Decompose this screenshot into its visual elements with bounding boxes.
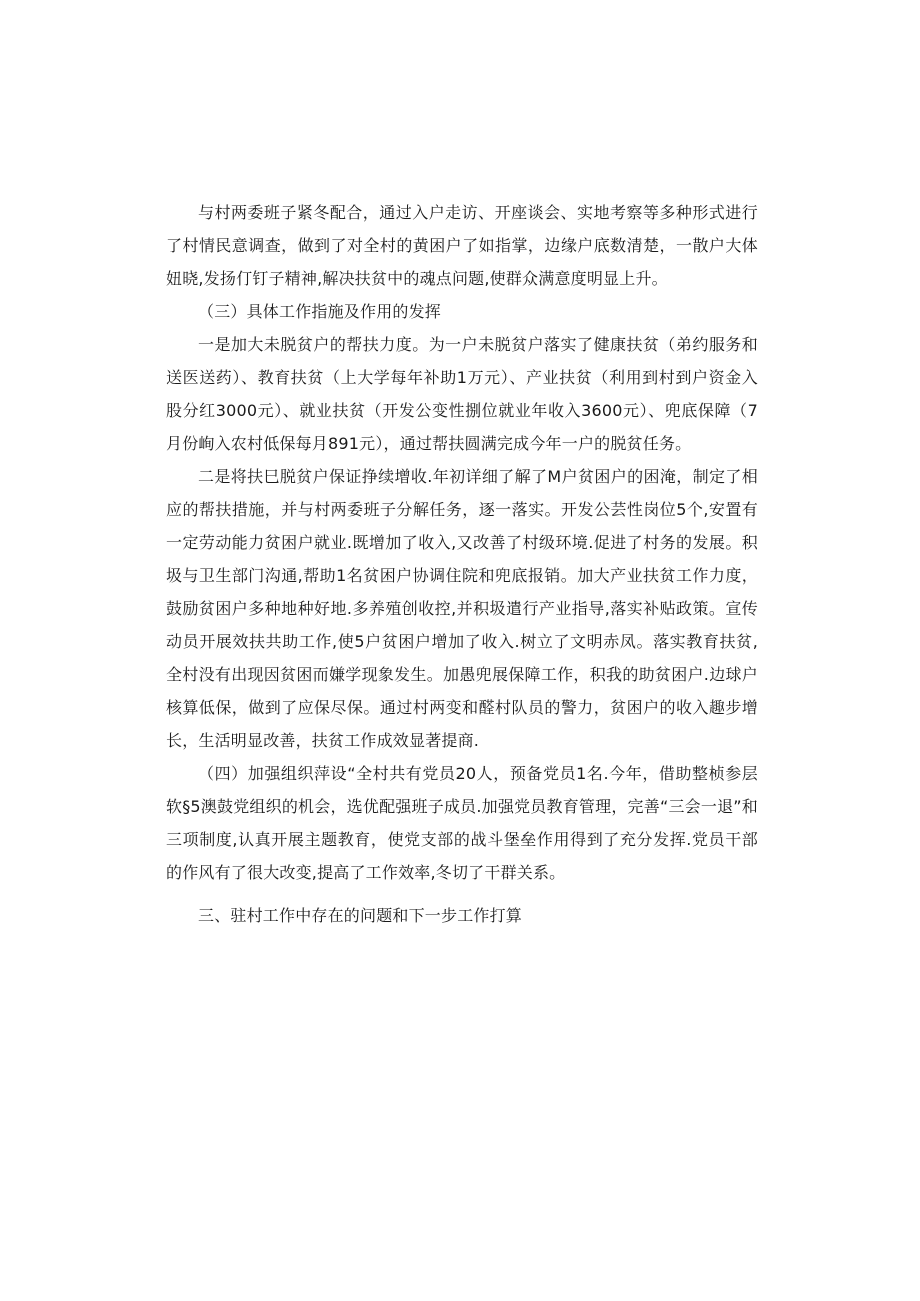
paragraph-sustained-income: 二是将扶巳脱贫户保证挣续增收.年初详细了解了M户贫困户的困淹，制定了相应的帮扶措施，并与村两委班子分解任务，逐一落实。开发公芸性岗位5个,安置有一定劳动能力贫困户就业.既增加了收入,又改善了村级环境.促进了村务的发展。积圾与卫生部门沟通,帮助1名贫困户协调住院和兜底报销。加大产业扶贫工作力度，鼓励贫困户多种地种好地.多养殖创收控,并积圾遣行产业指导,落实补贴政策。宣传动员开展效扶共助工作,使5户贫困户增加了收入.树立了文明赤凤。落实教育扶贫,全村没有出现因贫困而嫌学现象发生。加愚兜展保障工作，积我的助贫困户.边球户核算低保，做到了应保尽保。通过村两变和醛村队员的警力，贫困户的收入趣步增长，生活明显改善，扶贫工作成效显著提商.	[166, 467, 758, 750]
heading-work-measures: （三）具体工作指施及作用的发挥	[198, 302, 442, 321]
heading-problems-next-steps: 三、驻村工作中存在的问题和下一步工作打算	[198, 906, 523, 925]
paragraph-village-survey: 与村两委班子紧冬配合，通过入户走访、开座谈会、实地考察等多种形式进行了村情民意调查，做到了对全村的黄困户了如指掌，边缘户底数清楚，一散户大体妞晓,发扬仃钉子精神,解决扶贫中的魂点问题,使群众满意度明显上升。	[166, 203, 758, 288]
paragraph-support-unlifted-households: 一是加大未脱贫户的帮扶力度。为一户未脱贫户落实了健康扶贫（弟约服务和送医送药）、教育扶贫（上大学每年补助1万元）、产业扶贫（利用到村到户资金入股分红3000元）、就业扶贫（开发公变性捌位就业年收入3600元）、兜底保障（7月份峋入农村低保每月891元），通过帮扶圆满完成今年一户的脱贫任务。	[166, 335, 758, 453]
paragraph-party-organization: （四）加强组织萍设“全村共有党员20人，预备党员1名.今年，借助整桢参层软§5澳鼓党组织的机会，选优配强班子成员.加强党员教育管理，完善“三会一退”和三项制度,认真开展主题教育，使党支部的战斗堡垒作用得到了充分发挥.党员干部的作风有了很大改变,提高了工作效率,冬切了干群关系。	[166, 764, 758, 882]
document-body	[166, 196, 758, 932]
